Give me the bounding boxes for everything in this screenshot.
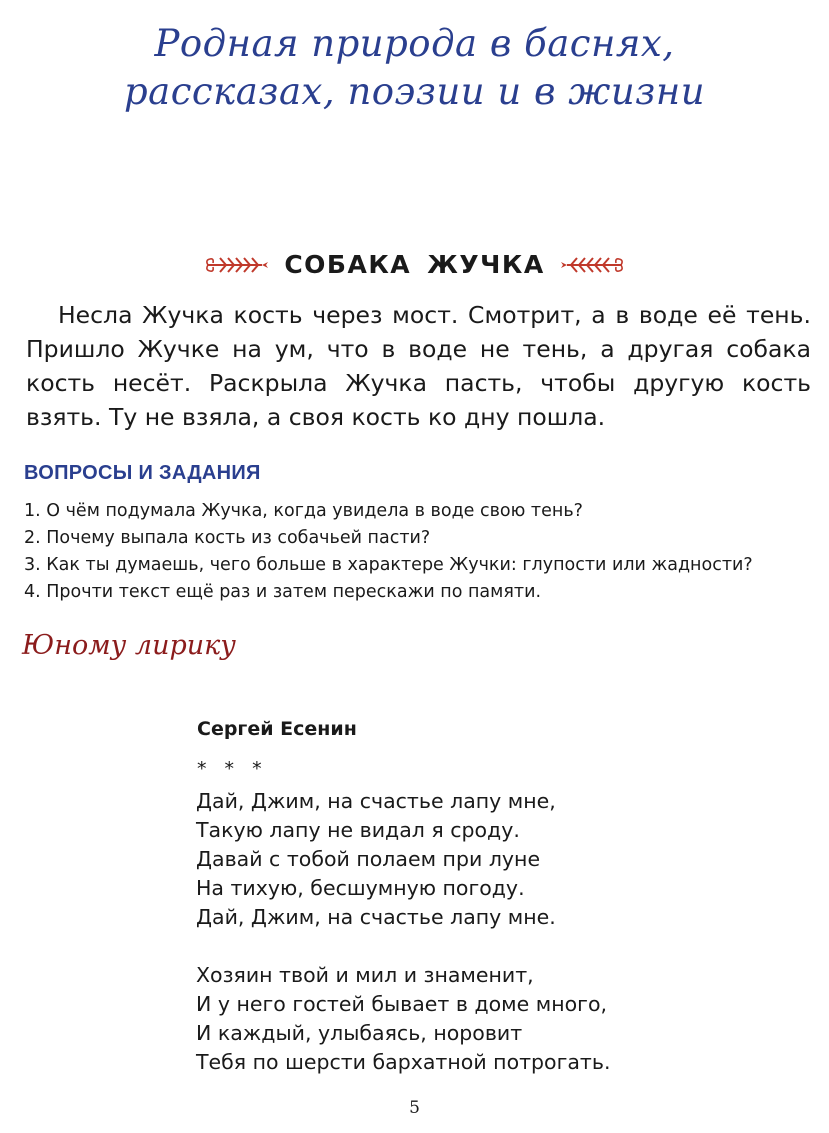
story-title: СОБАКА ЖУЧКА — [284, 250, 545, 279]
poem-line: Дай, Джим, на счастье лапу мне. — [196, 905, 556, 929]
question-item: 3. Как ты думаешь, чего больше в характере Жучки: глупости или жадности? — [24, 555, 753, 575]
lyric-section-heading: Юному лирику — [22, 630, 236, 661]
poem-line: Дай, Джим, на счастье лапу мне, — [196, 789, 556, 813]
questions-list — [24, 498, 753, 606]
poem-line: На тихую, бесшумную погоду. — [196, 876, 525, 900]
leaf-ornament-right-icon — [559, 252, 625, 278]
section-header-line-1: Родная природа в баснях, — [154, 22, 675, 65]
questions-heading: ВОПРОСЫ И ЗАДАНИЯ — [24, 462, 261, 484]
poem — [196, 787, 610, 1077]
story-title-row — [0, 250, 829, 279]
poem-line: Давай с тобой полаем при луне — [196, 847, 541, 871]
section-header — [0, 20, 829, 116]
poem-stanza-2 — [196, 961, 610, 1077]
poem-asterisks: * * * — [197, 758, 268, 780]
question-item: 2. Почему выпала кость из собачьей пасти? — [24, 528, 431, 548]
poem-line: И каждый, улыбаясь, норовит — [196, 1021, 523, 1045]
poem-line: Такую лапу не видал я сроду. — [196, 818, 520, 842]
poem-author: Сергей Есенин — [197, 718, 357, 740]
story-text: Несла Жучка кость через мост. Смотрит, а в воде её тень. Пришло Жучке на ум, что в воде не тень, а другая собака кость несёт. Раскрыла Жучка пасть, чтобы другую кость взять. Ту не взяла, а своя кость ко дну пошла. — [26, 301, 811, 431]
leaf-ornament-left-icon — [204, 252, 270, 278]
poem-stanza-1 — [196, 787, 610, 932]
poem-line: Тебя по шерсти бархатной потрогать. — [196, 1050, 611, 1074]
poem-line: Хозяин твой и мил и знаменит, — [196, 963, 534, 987]
question-item: 4. Прочти текст ещё раз и затем перескажи по памяти. — [24, 582, 542, 602]
poem-line: И у него гостей бывает в доме много, — [196, 992, 608, 1016]
question-item: 1. О чём подумала Жучка, когда увидела в воде свою тень? — [24, 501, 583, 521]
section-header-line-2: рассказах, поэзии и в жизни — [123, 70, 706, 113]
page-number: 5 — [409, 1098, 420, 1118]
